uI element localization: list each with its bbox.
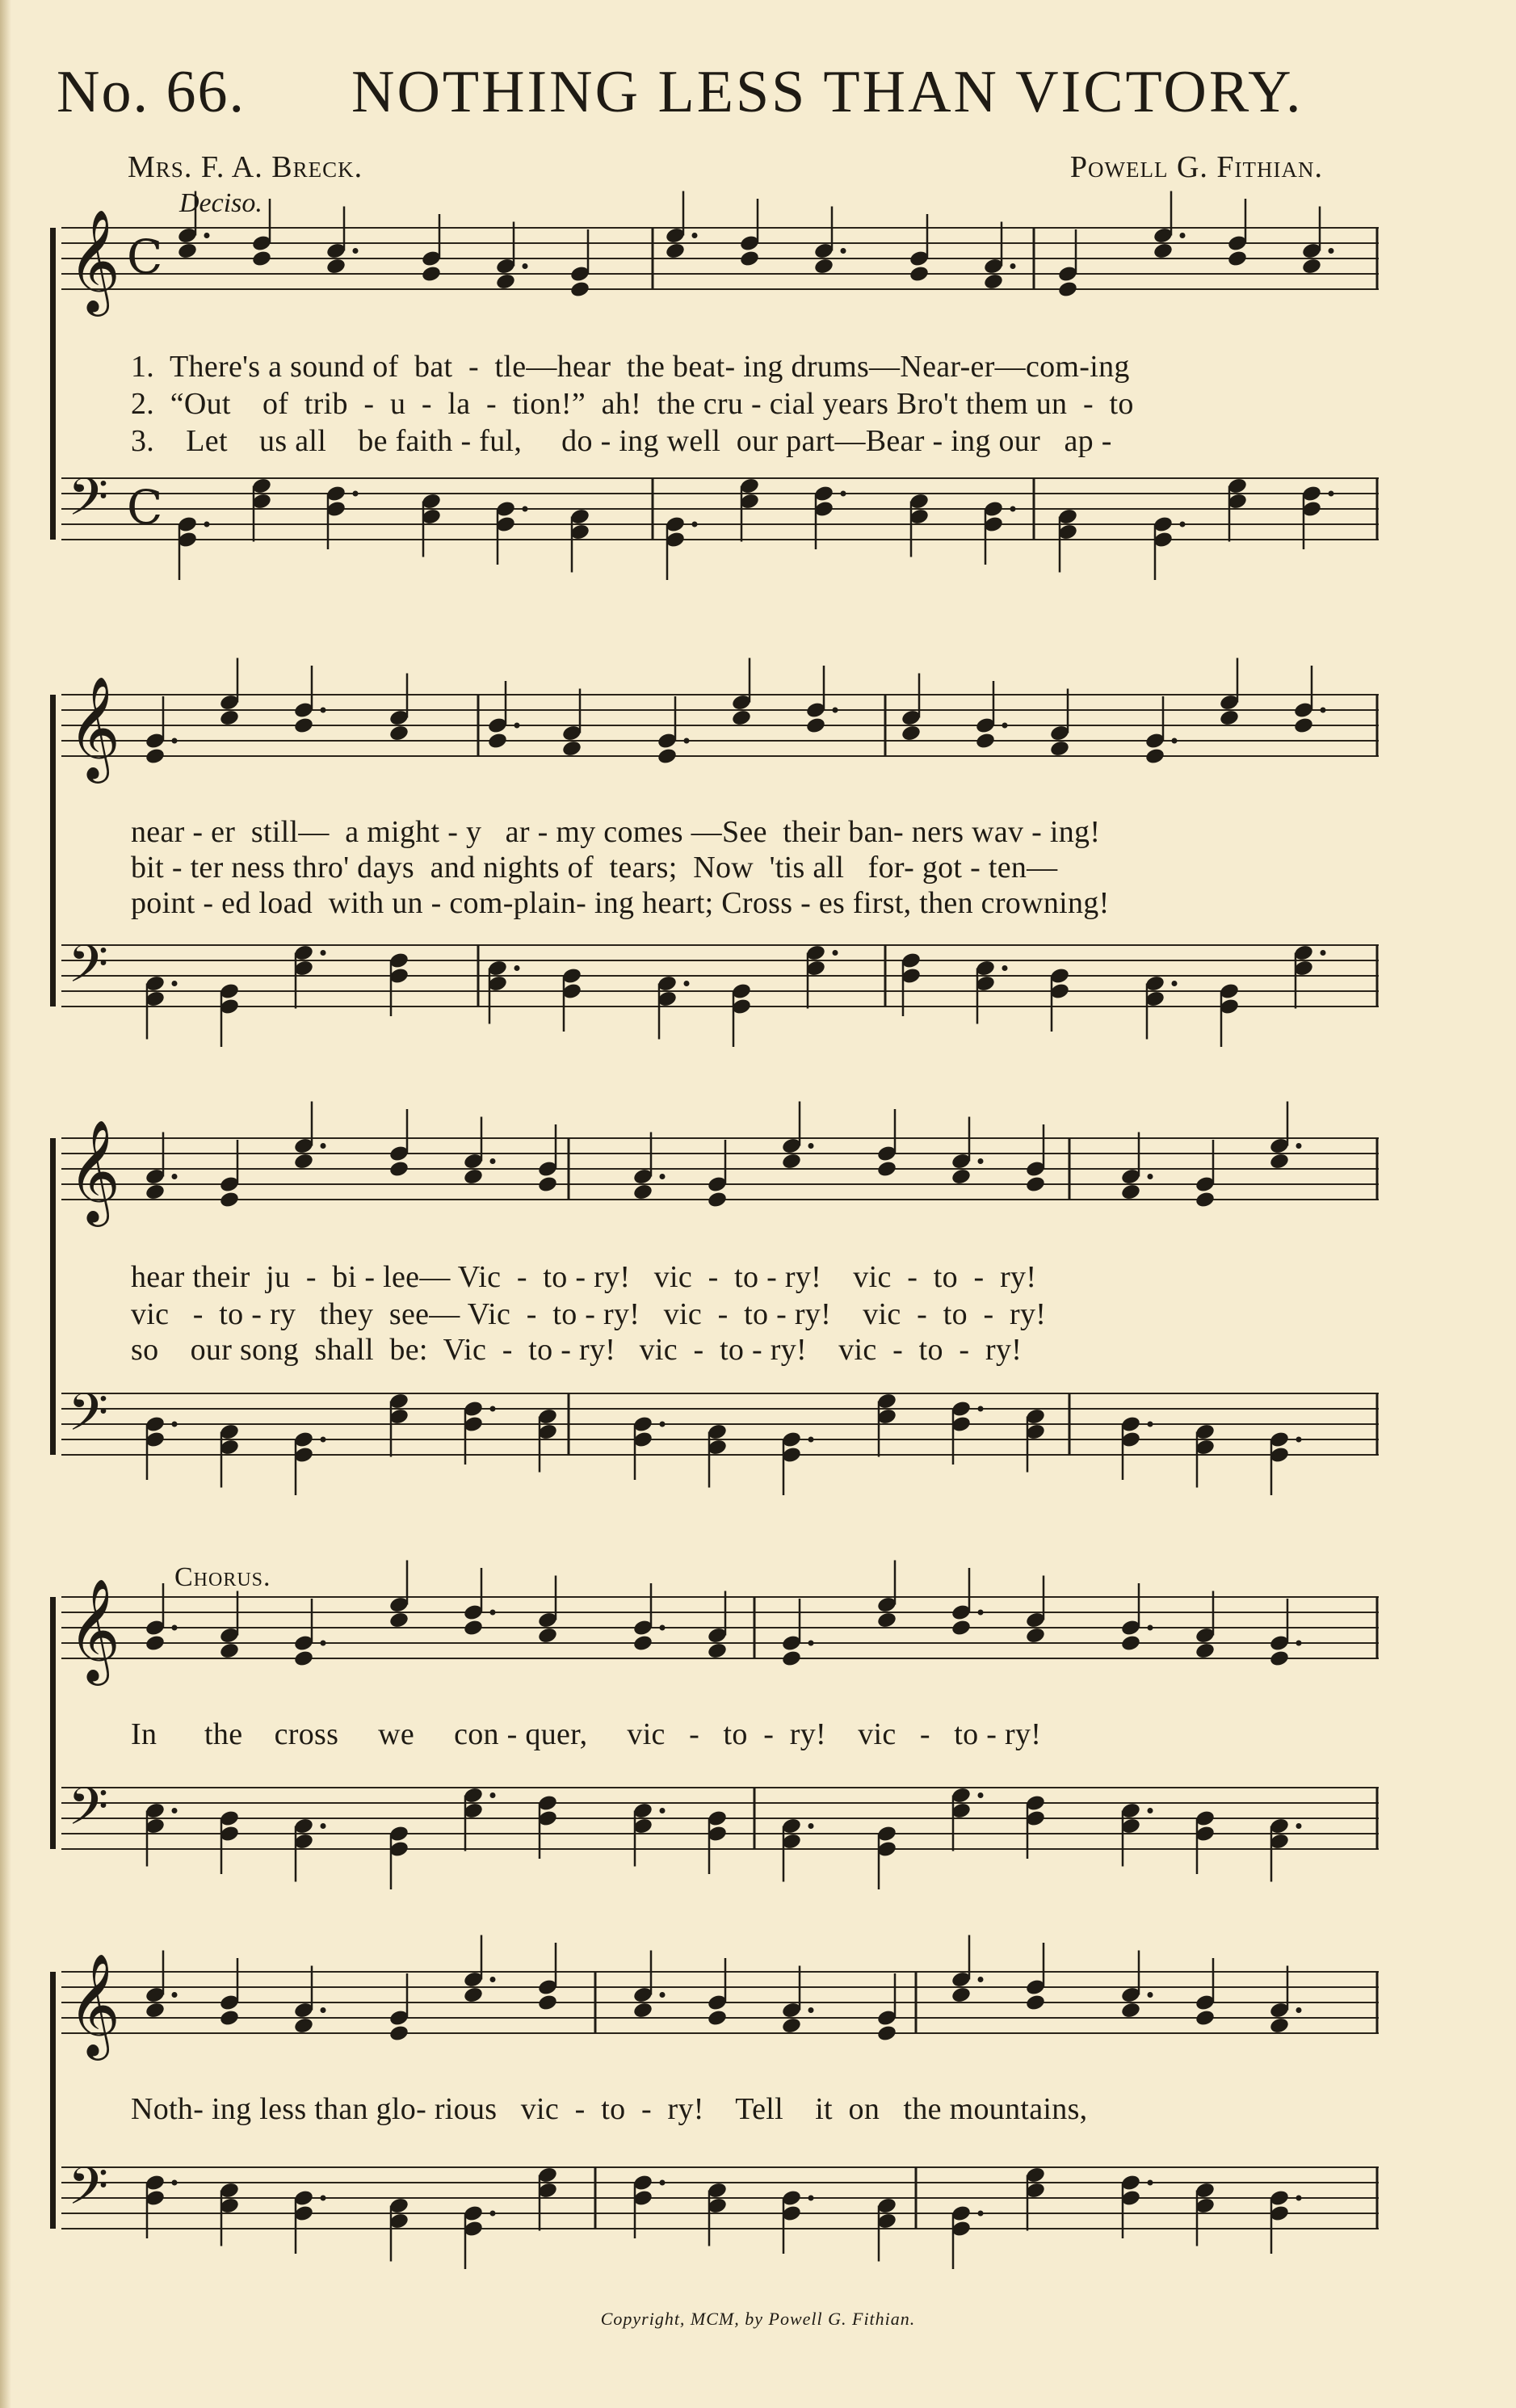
- note-head: [537, 1994, 558, 2012]
- lyric-line: point - ed load with un - com-plain- ing heart; Cross - es first, then crowning!: [131, 886, 1110, 920]
- note-head: [219, 2009, 240, 2028]
- system-bracket: [50, 695, 56, 1006]
- dot: [321, 950, 326, 956]
- treble-clef-icon: 𝄞: [68, 675, 121, 779]
- dot: [978, 1610, 984, 1616]
- dot: [978, 2211, 984, 2217]
- note-head: [731, 708, 752, 727]
- dot: [1321, 708, 1326, 713]
- note-head: [909, 265, 930, 284]
- music-system-2: [50, 670, 1379, 1058]
- lyric-line: Noth- ing less than glo- rious vic - to - ry! Tell it on the mountains,: [131, 2092, 1088, 2126]
- note-head: [495, 272, 516, 291]
- lyric-line: 1. There's a sound of bat - tle—hear the beat- ing drums—Near-er—com-ing: [131, 350, 1130, 384]
- note-head: [781, 2016, 802, 2035]
- dot: [978, 1158, 984, 1164]
- dot: [321, 1143, 326, 1149]
- note-head: [951, 1167, 972, 1186]
- dot: [833, 708, 838, 713]
- dot: [808, 2007, 814, 2013]
- dot: [321, 1823, 326, 1829]
- dot: [353, 248, 359, 254]
- note-head: [951, 1986, 972, 2004]
- treble-clef-icon: 𝄞: [68, 1952, 121, 2056]
- music-system-1: [50, 208, 1379, 598]
- dot: [660, 2180, 666, 2186]
- note-head: [951, 1619, 972, 1637]
- dot: [1148, 1625, 1153, 1631]
- note-head: [1195, 2009, 1216, 2028]
- music-system-3: [50, 1119, 1379, 1515]
- system-bracket: [50, 228, 56, 540]
- dot: [172, 981, 178, 986]
- note-head: [561, 739, 582, 758]
- note-head: [1025, 1175, 1046, 1194]
- dot: [514, 723, 520, 729]
- note-head: [388, 1160, 409, 1179]
- note-head: [388, 1611, 409, 1629]
- dot: [841, 491, 846, 497]
- note-head: [1219, 708, 1240, 727]
- note-head: [1269, 1649, 1290, 1668]
- dot: [1296, 1437, 1302, 1443]
- note-head: [537, 1626, 558, 1645]
- dot: [1148, 2180, 1153, 2186]
- system-bracket: [50, 1597, 56, 1849]
- lyric-line: vic - to - ry they see— Vic - to - ry! vic - to - ry! vic - to - ry!: [131, 1297, 1047, 1331]
- dot: [1148, 1992, 1153, 1998]
- dot: [660, 1174, 666, 1179]
- lyric-line: bit - ter ness thro' days and nights of tears; Now 'tis all for- got - ten—: [131, 851, 1058, 885]
- note-head: [813, 257, 834, 275]
- dot: [321, 708, 326, 713]
- dot: [172, 738, 178, 744]
- note-head: [657, 747, 678, 766]
- dot: [1180, 522, 1186, 527]
- dot: [172, 2180, 178, 2186]
- note-head: [463, 1986, 484, 2004]
- lyric-line: hear their ju - bi - lee— Vic - to - ry! vic - to - ry! vic - to - ry!: [131, 1260, 1037, 1294]
- dot: [684, 981, 690, 986]
- note-head: [876, 1160, 897, 1179]
- note-head: [1269, 1152, 1290, 1170]
- dot: [841, 248, 846, 254]
- dot: [1329, 491, 1334, 497]
- note-head: [1301, 257, 1322, 275]
- dot: [660, 1625, 666, 1631]
- dot: [172, 1625, 178, 1631]
- music-system-4: [50, 1578, 1379, 1902]
- lyric-line: In the cross we con - quer, vic - to - ry! vic - to - ry!: [131, 1717, 1042, 1751]
- note-head: [707, 1191, 728, 1209]
- note-head: [1195, 1191, 1216, 1209]
- note-head: [219, 1641, 240, 1660]
- hymn-title: NOTHING LESS THAN VICTORY.: [351, 59, 1304, 125]
- note-head: [1195, 1641, 1216, 1660]
- music-system-5: [50, 1952, 1379, 2290]
- note-head: [781, 1152, 802, 1170]
- dot: [1296, 2196, 1302, 2201]
- note-head: [876, 2024, 897, 2043]
- dot: [204, 522, 210, 527]
- dot: [1002, 723, 1008, 729]
- dot: [808, 2196, 814, 2201]
- dot: [172, 1174, 178, 1179]
- dot: [490, 1158, 496, 1164]
- treble-clef-icon: 𝄞: [68, 1578, 121, 1681]
- page-edge: [0, 0, 11, 2408]
- dot: [490, 1792, 496, 1798]
- dot: [808, 1823, 814, 1829]
- note-head: [632, 1183, 653, 1201]
- dot: [1148, 1808, 1153, 1813]
- note-head: [876, 1611, 897, 1629]
- dot: [660, 1808, 666, 1813]
- copyright-notice: Copyright, MCM, by Powell G. Fithian.: [600, 2309, 916, 2329]
- note-head: [1293, 717, 1314, 735]
- note-head: [1269, 2016, 1290, 2035]
- tempo-marking: Deciso.: [179, 188, 262, 218]
- dot: [808, 1437, 814, 1443]
- dot: [1002, 965, 1008, 971]
- common-time-icon: C: [127, 480, 163, 535]
- dot: [1321, 950, 1326, 956]
- bass-clef-icon: 𝄢: [68, 468, 109, 540]
- note-head: [1227, 250, 1248, 268]
- note-head: [421, 265, 442, 284]
- dot: [490, 2211, 496, 2217]
- dot: [514, 965, 520, 971]
- note-head: [219, 1191, 240, 1209]
- dot: [808, 1641, 814, 1646]
- note-head: [251, 250, 272, 268]
- lyric-line: 3. Let us all be faith - ful, do - ing well our part—Bear - ing our ap -: [131, 424, 1112, 458]
- treble-clef-icon: 𝄞: [68, 1119, 121, 1222]
- dot: [1148, 1422, 1153, 1427]
- note-head: [487, 732, 508, 750]
- lyric-line: near - er still— a might - y ar - my comes —See their ban- ners wav - ing!: [131, 815, 1101, 849]
- note-head: [293, 2016, 314, 2035]
- bass-clef-icon: 𝄢: [68, 1777, 109, 1850]
- note-head: [388, 724, 409, 742]
- note-head: [901, 724, 922, 742]
- system-bracket: [50, 1138, 56, 1455]
- note-head: [983, 272, 1004, 291]
- bass-clef-icon: 𝄢: [68, 935, 109, 1007]
- dot: [1172, 738, 1178, 744]
- note-head: [293, 1152, 314, 1170]
- note-head: [145, 1183, 166, 1201]
- dot: [1296, 1143, 1302, 1149]
- note-head: [537, 1175, 558, 1194]
- dot: [1148, 1174, 1153, 1179]
- dot: [1296, 2007, 1302, 2013]
- dot: [692, 522, 698, 527]
- dot: [1010, 506, 1016, 512]
- dot: [833, 950, 838, 956]
- note-head: [1057, 280, 1078, 299]
- bass-clef-icon: 𝄢: [68, 2157, 109, 2229]
- dot: [172, 1422, 178, 1427]
- dot: [1010, 263, 1016, 269]
- system-bracket: [50, 1972, 56, 2229]
- lyric-line: so our song shall be: Vic - to - ry! vic - to - ry! vic - to - ry!: [131, 1333, 1023, 1367]
- dot: [1172, 981, 1178, 986]
- note-head: [1025, 1626, 1046, 1645]
- dot: [1329, 248, 1334, 254]
- common-time-icon: C: [127, 229, 163, 284]
- note-head: [975, 732, 996, 750]
- dot: [172, 1992, 178, 1998]
- dot: [321, 2196, 326, 2201]
- dot: [204, 233, 210, 238]
- note-head: [632, 2001, 653, 2019]
- note-head: [739, 250, 760, 268]
- dot: [321, 1437, 326, 1443]
- note-head: [1120, 1634, 1141, 1653]
- note-head: [388, 2024, 409, 2043]
- dot: [684, 738, 690, 744]
- note-head: [145, 747, 166, 766]
- dot: [1180, 233, 1186, 238]
- note-head: [145, 2001, 166, 2019]
- dot: [353, 491, 359, 497]
- note-head: [293, 1649, 314, 1668]
- hymn-number: No. 66.: [57, 59, 246, 125]
- dot: [692, 233, 698, 238]
- note-head: [707, 1641, 728, 1660]
- chorus-label: Chorus.: [174, 1562, 271, 1592]
- note-head: [1120, 2001, 1141, 2019]
- dot: [978, 1792, 984, 1798]
- dot: [1296, 1823, 1302, 1829]
- note-head: [145, 1634, 166, 1653]
- lyric-line: 2. “Out of trib - u - la - tion!” ah! the cru - cial years Bro't them un - to: [131, 387, 1134, 421]
- note-head: [707, 2009, 728, 2028]
- bass-clef-icon: 𝄢: [68, 1383, 109, 1456]
- note-head: [569, 280, 590, 299]
- note-head: [463, 1619, 484, 1637]
- note-head: [805, 717, 826, 735]
- note-head: [632, 1634, 653, 1653]
- note-head: [665, 242, 686, 260]
- dot: [523, 263, 528, 269]
- note-head: [1025, 1994, 1046, 2012]
- dot: [172, 1808, 178, 1813]
- note-head: [219, 708, 240, 727]
- composer: Powell G. Fithian.: [1069, 150, 1323, 184]
- dot: [523, 506, 528, 512]
- dot: [808, 1143, 814, 1149]
- dot: [1296, 1641, 1302, 1646]
- lyricist: Mrs. F. A. Breck.: [128, 150, 363, 184]
- dot: [660, 1422, 666, 1427]
- note-head: [1049, 739, 1070, 758]
- note-head: [463, 1167, 484, 1186]
- note-head: [1153, 242, 1174, 260]
- dot: [321, 1641, 326, 1646]
- note-head: [293, 717, 314, 735]
- note-head: [325, 257, 346, 275]
- dot: [490, 1610, 496, 1616]
- dot: [978, 1977, 984, 1982]
- dot: [321, 2007, 326, 2013]
- note-head: [781, 1649, 802, 1668]
- note-head: [1120, 1183, 1141, 1201]
- note-head: [177, 242, 198, 260]
- dot: [490, 1406, 496, 1412]
- note-head: [1144, 747, 1165, 766]
- dot: [978, 1406, 984, 1412]
- dot: [490, 1977, 496, 1982]
- dot: [660, 1992, 666, 1998]
- treble-clef-icon: 𝄞: [68, 208, 121, 312]
